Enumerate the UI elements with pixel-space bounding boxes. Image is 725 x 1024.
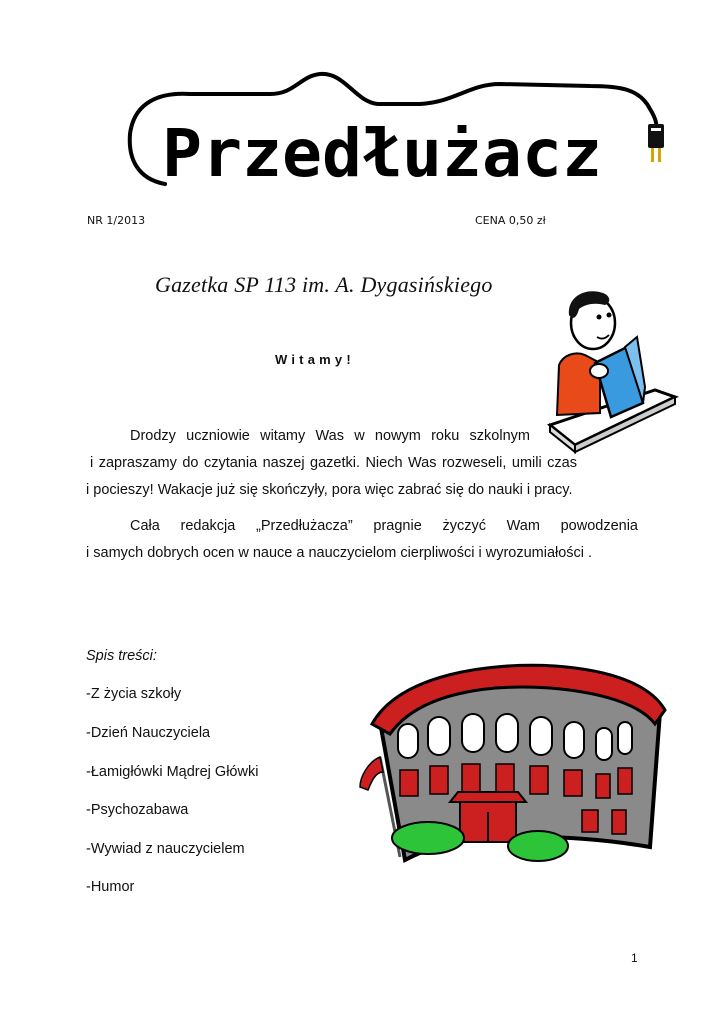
intro-line-4: Cała redakcja „Przedłużacza” pragnie życzyć Wam powodzenia	[130, 518, 638, 534]
intro-line-5: i samych dobrych ocen w nauce a nauczycielom cierpliwości i wyrozumiałości .	[86, 545, 593, 561]
toc-item: -Dzień Nauczyciela	[86, 725, 211, 741]
intro-line-1: Drodzy uczniowie witamy Was w nowym roku szkolnym	[130, 428, 530, 444]
issue-number: NR 1/2013	[87, 214, 146, 227]
reading-boy-illustration	[545, 285, 680, 455]
toc-item: -Łamigłówki Mądrej Główki	[86, 764, 259, 780]
price-label: CENA 0,50 zł	[475, 214, 546, 227]
masthead-logo	[120, 64, 670, 194]
intro-line-2: i zapraszamy do czytania naszej gazetki. Niech Was rozweseli, umili czas	[90, 455, 577, 471]
newspaper-subtitle: Gazetka SP 113 im. A. Dygasińskiego	[155, 272, 493, 297]
toc-title: Spis treści:	[86, 648, 157, 664]
masthead-title: Przedłużacz	[162, 115, 602, 192]
toc-item: -Psychozabawa	[86, 802, 189, 818]
intro-line-3: i pocieszy! Wakacje już się skończyły, pora więc zabrać się do nauki i pracy.	[86, 482, 573, 498]
toc-item: -Humor	[86, 879, 135, 895]
toc-item: -Z życia szkoły	[86, 686, 182, 702]
plug-icon	[648, 124, 664, 162]
school-building-illustration	[350, 662, 670, 882]
toc-item: -Wywiad z nauczycielem	[86, 841, 245, 857]
welcome-heading: Witamy!	[275, 352, 355, 367]
page-number: 1	[631, 951, 638, 965]
